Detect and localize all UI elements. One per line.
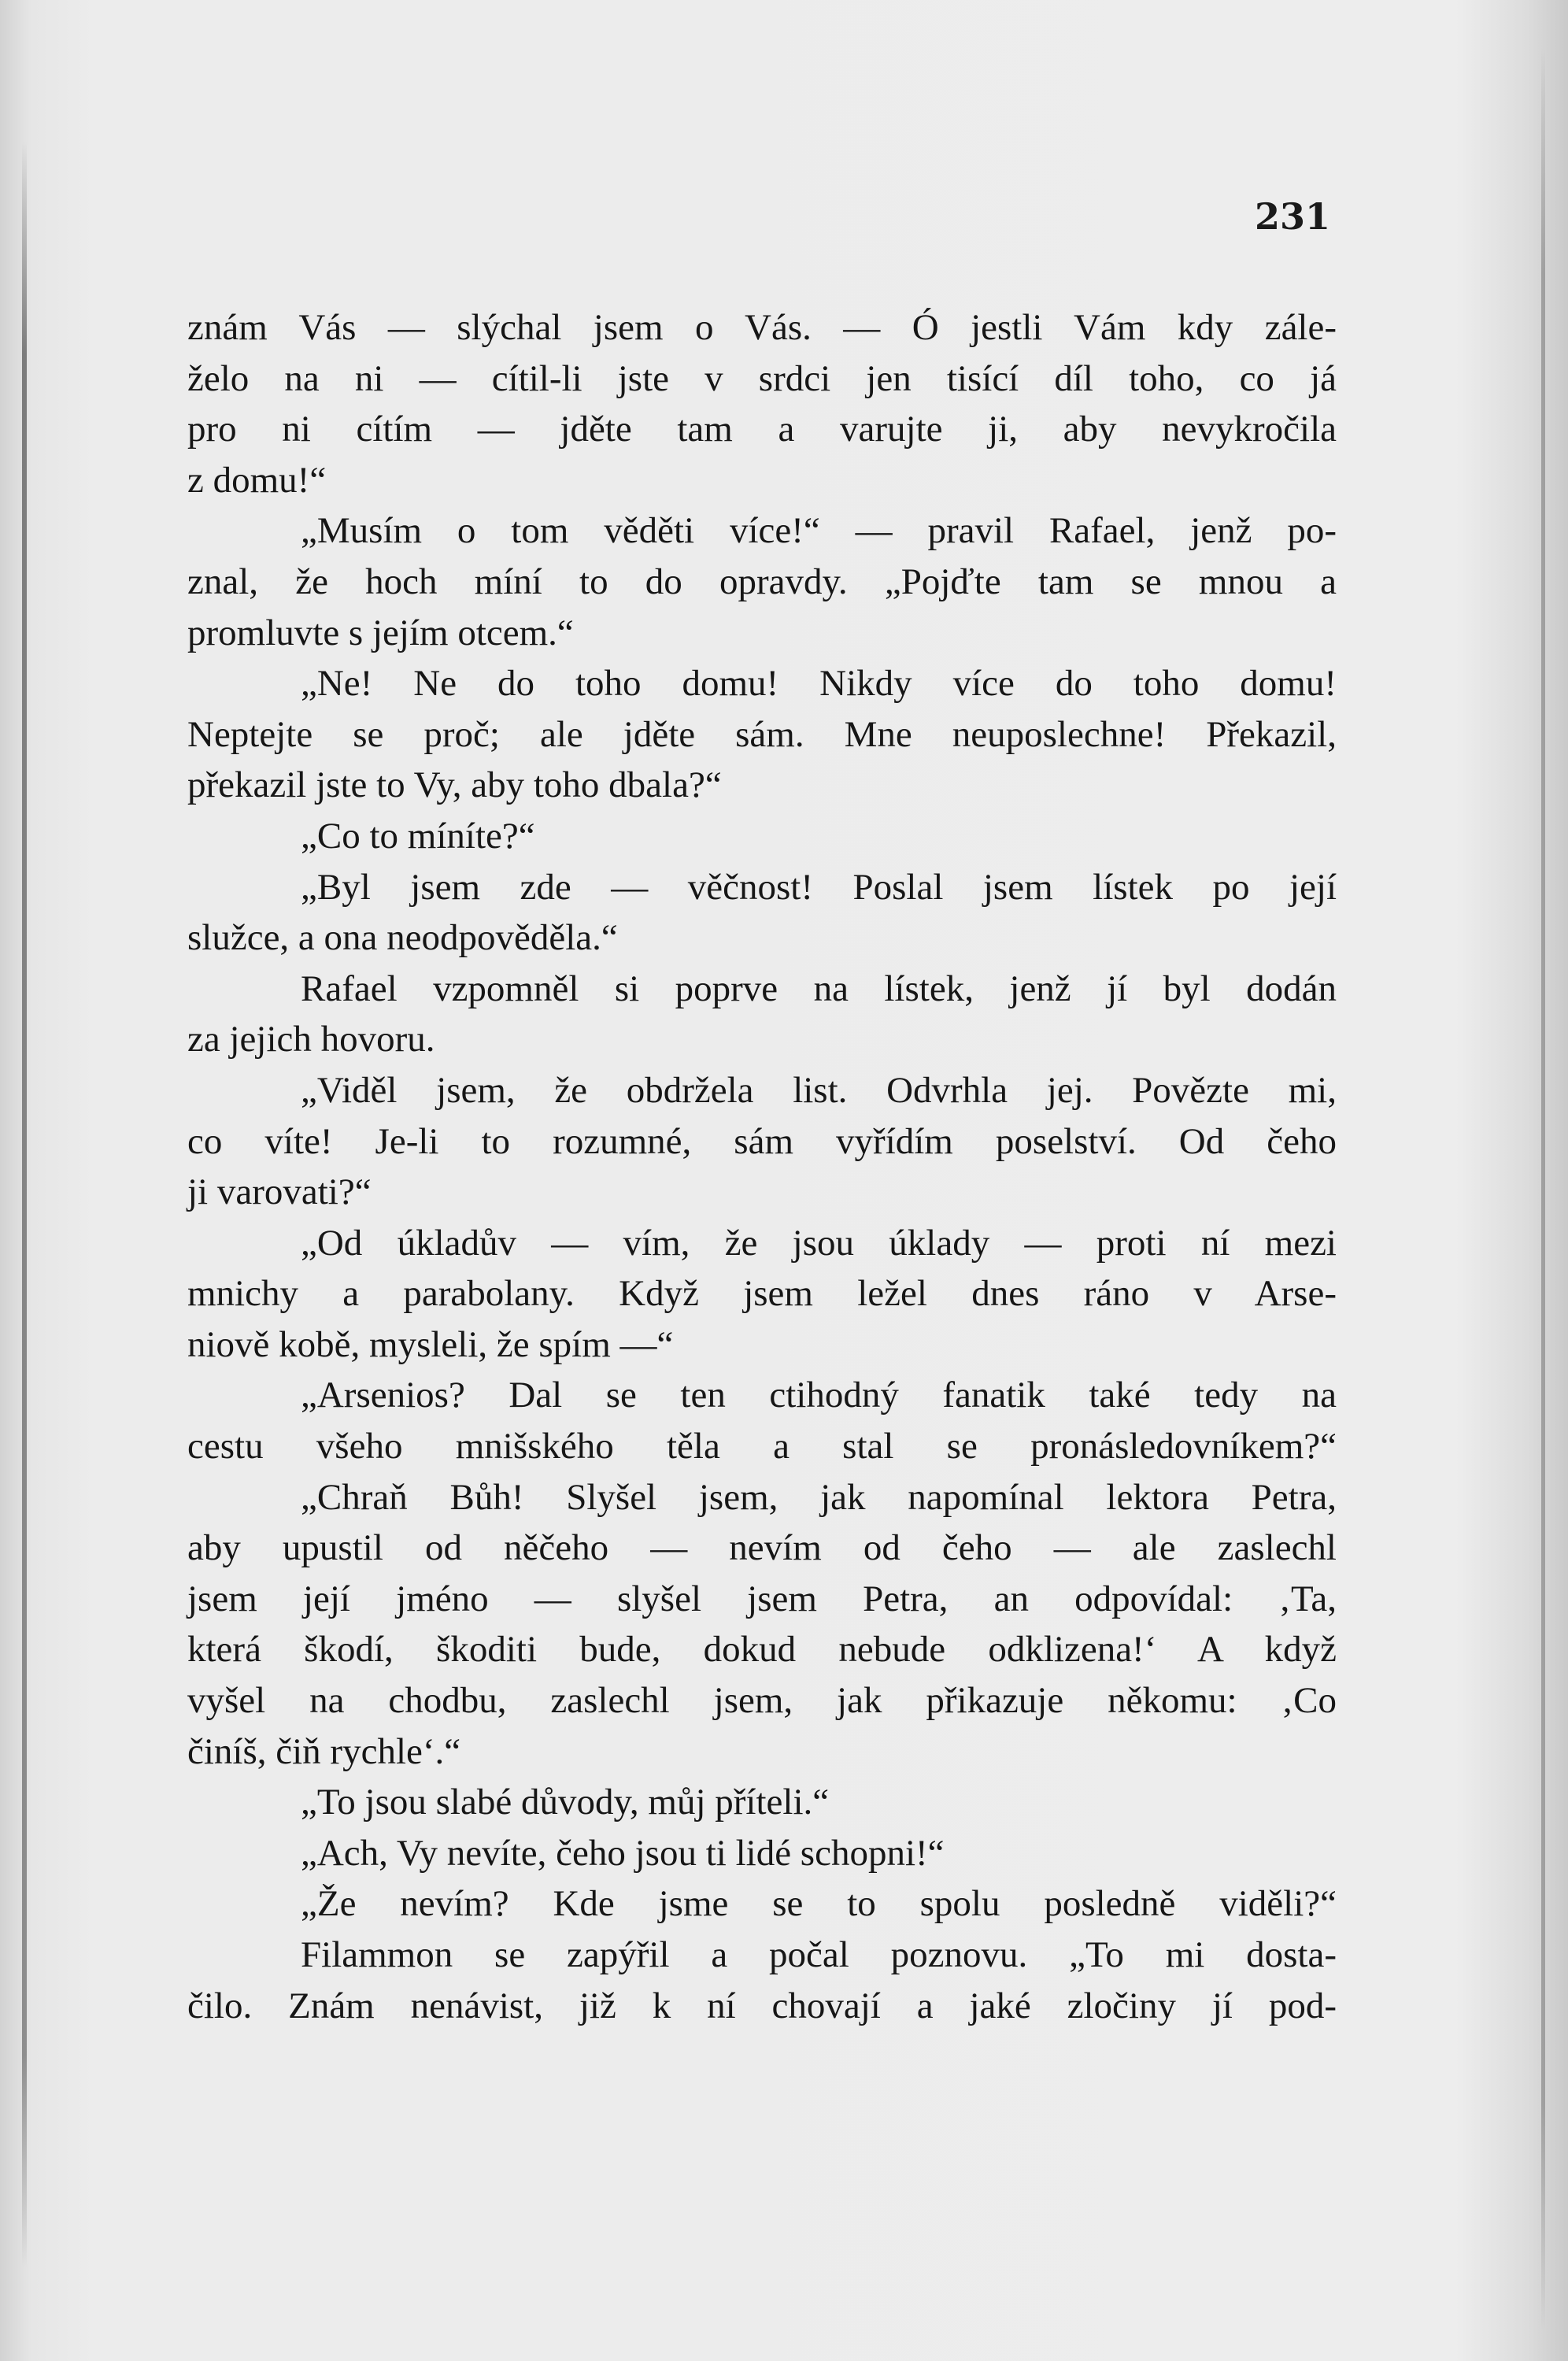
text-line: činíš, čiň rychle‘.“ — [187, 1730, 461, 1772]
text-line: „To jsou slabé důvody, můj příteli.“ — [301, 1782, 830, 1823]
text-line: „Byl jsem zde — věčnost! Poslal jsem lístek po její — [301, 866, 1337, 908]
text-line: aby upustil od něčeho — nevím od čeho — ale zaslechl — [187, 1527, 1337, 1569]
text-line: „Chraň Bůh! Slyšel jsem, jak napomínal lektora Petra, — [301, 1476, 1337, 1518]
text-line: „Musím o tom věděti více!“ — pravil Rafael, jenž po- — [301, 510, 1337, 552]
text-line: znal, že hoch míní to do opravdy. „Pojďte tam se mnou a — [187, 561, 1337, 602]
text-line: niově kobě, mysleli, že spím —“ — [187, 1323, 674, 1365]
text-line: mnichy a parabolany. Když jsem ležel dnes ráno v Arse- — [187, 1273, 1337, 1315]
text-line: „Co to míníte?“ — [301, 815, 535, 857]
text-line: ji varovati?“ — [187, 1171, 372, 1213]
text-line: „Arsenios? Dal se ten ctihodný fanatik také tedy na — [301, 1375, 1337, 1416]
text-line: znám Vás — slýchal jsem o Vás. — Ó jestli Vám kdy zále- — [187, 307, 1337, 348]
text-line: „Ach, Vy nevíte, čeho jsou ti lidé schopni!“ — [301, 1832, 945, 1874]
text-line: Filammon se zapýřil a počal poznovu. „To mi dosta- — [301, 1934, 1337, 1975]
text-line: Neptejte se proč; ale jděte sám. Mne neuposlechne! Překazil, — [187, 713, 1337, 755]
page-number: 231 — [1254, 195, 1330, 238]
text-line: vyšel na chodbu, zaslechl jsem, jak přikazuje někomu: ‚Co — [187, 1680, 1337, 1722]
text-line: co víte! Je-li to rozumné, sám vyřídím poselství. Od čeho — [187, 1120, 1337, 1162]
text-line: cestu všeho mnišského těla a stal se pronásledovníkem?“ — [187, 1426, 1337, 1467]
text-line: překazil jste to Vy, aby toho dbala?“ — [187, 764, 722, 806]
body-text — [187, 302, 1337, 2031]
page-right-shadow — [1541, 47, 1545, 2330]
text-line: za jejich hovoru. — [187, 1019, 435, 1060]
text-line: promluvte s jejím otcem.“ — [187, 612, 574, 653]
text-line: jsem její jméno — slyšel jsem Petra, an odpovídal: ‚Ta, — [187, 1578, 1337, 1619]
text-line: z domu!“ — [187, 459, 327, 501]
text-line: pro ni cítím — jděte tam a varujte ji, aby nevykročila — [187, 409, 1337, 450]
text-line: „Viděl jsem, že obdržela list. Odvrhla jej. Povězte mi, — [301, 1069, 1337, 1111]
text-line: služce, a ona neodpověděla.“ — [187, 917, 618, 959]
text-line: čilo. Znám nenávist, již k ní chovají a jaké zločiny jí pod- — [187, 1985, 1337, 2026]
page-left-shadow — [22, 142, 27, 2267]
text-line: „Ne! Ne do toho domu! Nikdy více do toho domu! — [301, 663, 1337, 705]
text-line: želo na ni — cítil-li jste v srdci jen tisící díl toho, co já — [187, 357, 1337, 399]
text-line: Rafael vzpomněl si poprve na lístek, jenž jí byl dodán — [301, 968, 1337, 1009]
text-line: „Od úkladův — vím, že jsou úklady — proti ní mezi — [301, 1222, 1337, 1264]
text-line: „Že nevím? Kde jsme se to spolu posledně viděli?“ — [301, 1883, 1337, 1925]
text-line: která škodí, škoditi bude, dokud nebude odklizena!‘ A když — [187, 1629, 1337, 1671]
